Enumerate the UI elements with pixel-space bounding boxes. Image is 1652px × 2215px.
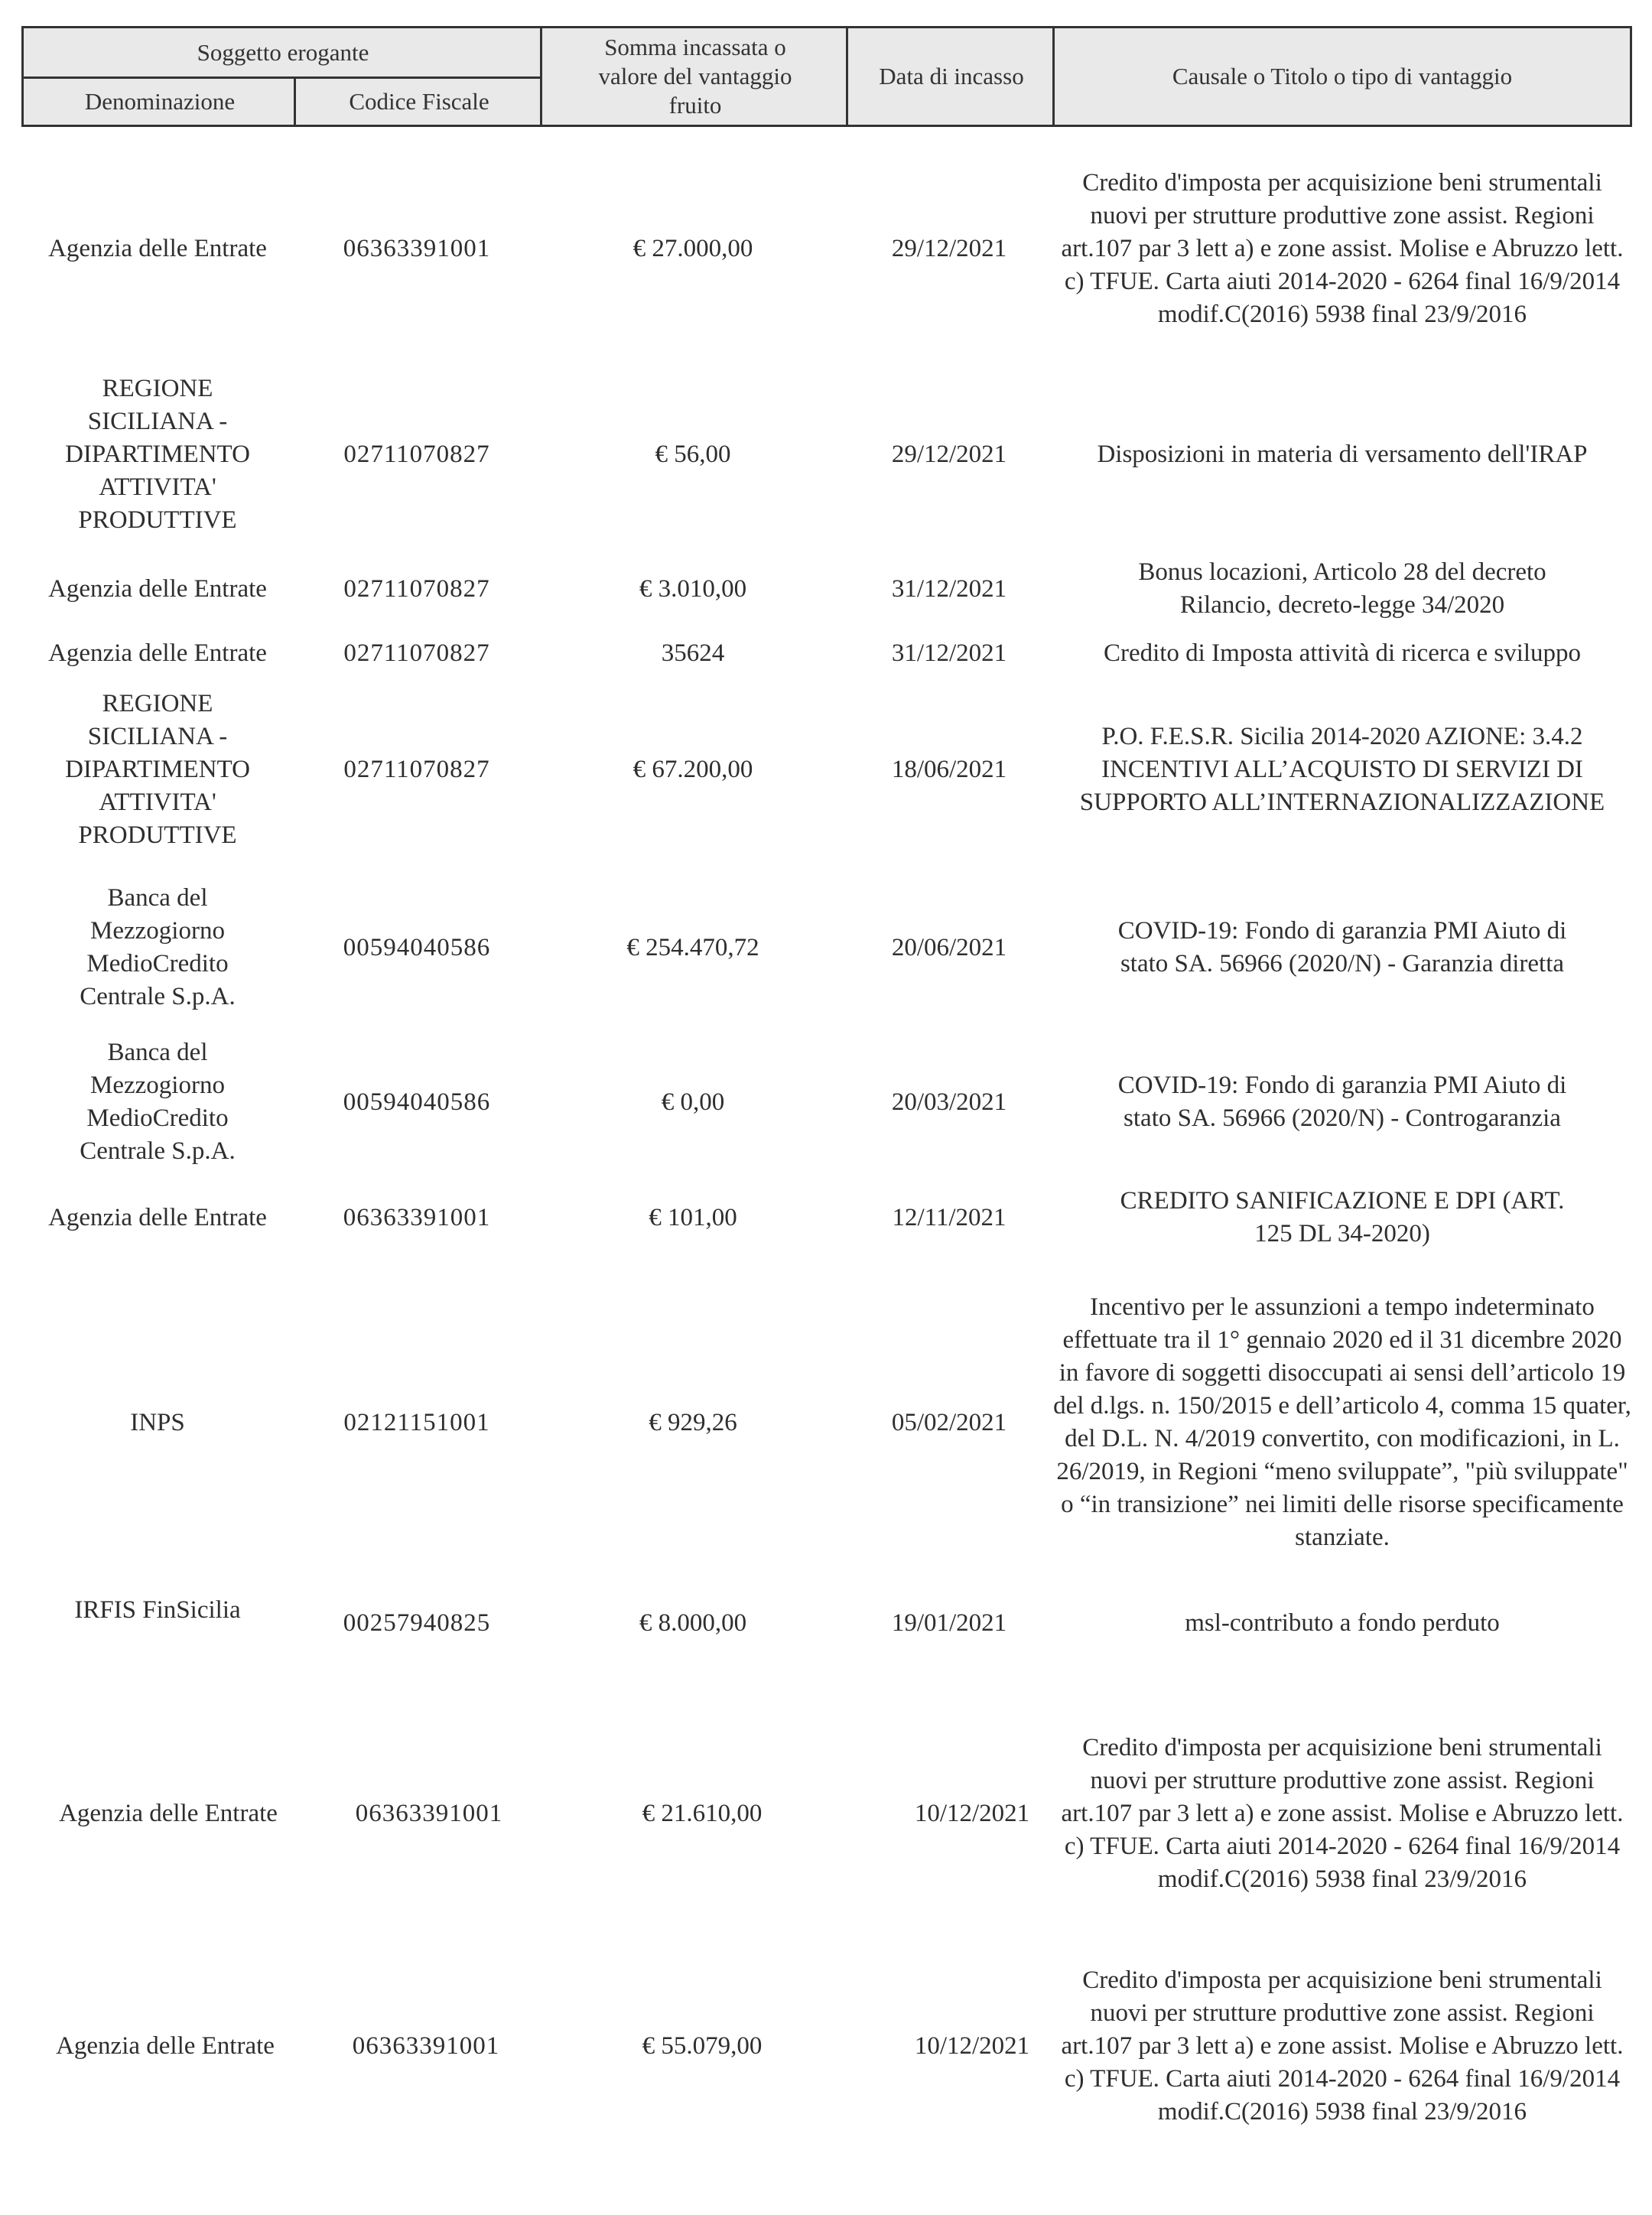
- cell-somma: € 254.470,72: [626, 933, 759, 961]
- table-row: [21, 1184, 1632, 1251]
- cell-codice-fiscale: 06363391001: [343, 1203, 491, 1231]
- table-row: [21, 555, 1632, 623]
- cell-codice-fiscale: 06363391001: [352, 2031, 500, 2060]
- table-row: [21, 1710, 1632, 1917]
- table-row: [21, 685, 1632, 854]
- cell-denominazione: Agenzia delle Entrate: [59, 1799, 278, 1827]
- cell-codice-fiscale: 06363391001: [355, 1799, 503, 1827]
- cell-causale: P.O. F.E.S.R. Sicilia 2014-2020 AZIONE: 3.4.2 INCENTIVI ALL’ACQUISTO DI SERVIZI DI SUPPORTO ALL’INTERNAZIONALIZZAZIONE: [1079, 722, 1605, 816]
- cell-somma: € 8.000,00: [639, 1609, 747, 1637]
- cell-codice-fiscale: 02711070827: [343, 639, 490, 667]
- header-codice-fiscale: Codice Fiscale: [349, 88, 489, 115]
- cell-somma: € 101,00: [649, 1203, 737, 1231]
- cell-somma: € 0,00: [661, 1088, 725, 1116]
- cell-codice-fiscale: 00594040586: [343, 933, 491, 961]
- cell-codice-fiscale: 02711070827: [343, 574, 490, 603]
- cell-somma: € 929,26: [649, 1408, 737, 1436]
- cell-causale: COVID-19: Fondo di garanzia PMI Aiuto di stato SA. 56966 (2020/N) - Controgaranzia: [1117, 1072, 1567, 1132]
- cell-somma: € 56,00: [655, 440, 731, 468]
- table-row: [21, 1591, 1632, 1640]
- header-causale: Causale o Titolo o tipo di vantaggio: [1172, 63, 1513, 89]
- header-denominazione: Denominazione: [84, 88, 236, 115]
- cell-denominazione: Banca del Mezzogiorno MedioCredito Centrale S.p.A.: [80, 884, 236, 1010]
- table-row: [21, 880, 1632, 1016]
- cell-data: 20/06/2021: [891, 933, 1007, 961]
- cell-causale: Credito d'imposta per acquisizione beni strumentali nuovi per strutture produttive zone assist. Regioni art.107 par 3 lett a) e zone assist. Molise e Abruzzo lett. c) TFUE. Carta aiuti 2014-2020 - 6264 final 16/9/2014 modif.C(2016) 5938 final 23/9/2016: [1061, 1966, 1624, 2126]
- cell-denominazione: IRFIS FinSicilia: [74, 1596, 241, 1624]
- cell-denominazione: REGIONE SICILIANA - DIPARTIMENTO ATTIVITA' PRODUTTIVE: [65, 689, 250, 849]
- cell-data: 05/02/2021: [891, 1408, 1007, 1436]
- cell-codice-fiscale: 00594040586: [343, 1088, 491, 1116]
- cell-denominazione: Banca del Mezzogiorno MedioCredito Centrale S.p.A.: [80, 1039, 236, 1165]
- cell-causale: COVID-19: Fondo di garanzia PMI Aiuto di stato SA. 56966 (2020/N) - Garanzia diretta: [1117, 917, 1567, 977]
- cell-causale: Credito d'imposta per acquisizione beni strumentali nuovi per strutture produttive zone assist. Regioni art.107 par 3 lett a) e zone assist. Molise e Abruzzo lett. c) TFUE. Carta aiuti 2014-2020 - 6264 final 16/9/2014 modif.C(2016) 5938 final 23/9/2016: [1061, 1733, 1624, 1893]
- cell-denominazione: Agenzia delle Entrate: [48, 574, 267, 603]
- cell-data: 31/12/2021: [891, 639, 1007, 667]
- cell-somma: € 3.010,00: [639, 574, 747, 603]
- cell-data: 20/03/2021: [891, 1088, 1007, 1116]
- table-row: [21, 1270, 1632, 1576]
- cell-data: 29/12/2021: [891, 440, 1007, 468]
- cell-codice-fiscale: 02711070827: [343, 440, 490, 468]
- cell-denominazione: Agenzia delle Entrate: [56, 2031, 275, 2060]
- cell-denominazione: REGIONE SICILIANA - DIPARTIMENTO ATTIVITA' PRODUTTIVE: [65, 374, 250, 534]
- cell-data: 10/12/2021: [914, 1799, 1030, 1827]
- table-header: [21, 26, 1632, 127]
- cell-causale: Bonus locazioni, Articolo 28 del decreto Rilancio, decreto-legge 34/2020: [1138, 558, 1546, 619]
- cell-data: 31/12/2021: [891, 574, 1007, 603]
- cell-causale: Credito di Imposta attività di ricerca e sviluppo: [1103, 639, 1582, 667]
- cell-causale: msl-contributo a fondo perduto: [1185, 1609, 1500, 1637]
- header-somma: Somma incassata o valore del vantaggio fruito: [598, 34, 792, 119]
- table-row: [21, 635, 1632, 672]
- header-data: Data di incasso: [879, 63, 1024, 89]
- cell-causale: Disposizioni in materia di versamento dell'IRAP: [1097, 440, 1588, 468]
- cell-somma: 35624: [661, 639, 725, 667]
- cell-denominazione: INPS: [130, 1408, 185, 1436]
- cell-denominazione: Agenzia delle Entrate: [48, 639, 267, 667]
- cell-data: 29/12/2021: [891, 234, 1007, 262]
- cell-causale: Incentivo per le assunzioni a tempo indeterminato effettuate tra il 1° gennaio 2020 ed il 31 dicembre 2020 in favore di soggetti disoccupati ai sensi dell’articolo 19 del d.lgs. n. 150/2015 e dell’articolo 4, comma 15 quater, del D.L. N. 4/2019 convertito, con modificazioni, in L. 26/2019, in Regioni “meno sviluppate”, "più sviluppate" o “in transizione” nei limiti delle risorse specificamente stanziate.: [1053, 1293, 1631, 1551]
- cell-causale: Credito d'imposta per acquisizione beni strumentali nuovi per strutture produttive zone assist. Regioni art.107 par 3 lett a) e zone assist. Molise e Abruzzo lett. c) TFUE. Carta aiuti 2014-2020 - 6264 final 16/9/2014 modif.C(2016) 5938 final 23/9/2016: [1061, 168, 1624, 328]
- cell-denominazione: Agenzia delle Entrate: [48, 1203, 267, 1231]
- cell-codice-fiscale: 06363391001: [343, 234, 491, 262]
- cell-codice-fiscale: 00257940825: [343, 1609, 491, 1637]
- table-row: [21, 370, 1632, 538]
- header-soggetto-erogante: Soggetto erogante: [197, 38, 369, 66]
- cell-data: 19/01/2021: [891, 1609, 1007, 1637]
- cell-somma: € 27.000,00: [633, 234, 753, 262]
- cell-denominazione: Agenzia delle Entrate: [48, 234, 267, 262]
- cell-data: 18/06/2021: [891, 755, 1007, 783]
- table-row: [21, 145, 1632, 352]
- table-row: [21, 1034, 1632, 1170]
- cell-data: 12/11/2021: [892, 1203, 1006, 1231]
- cell-somma: € 21.610,00: [642, 1799, 763, 1827]
- cell-codice-fiscale: 02711070827: [343, 755, 490, 783]
- cell-somma: € 67.200,00: [633, 755, 753, 783]
- cell-somma: € 55.079,00: [642, 2031, 763, 2060]
- cell-causale: CREDITO SANIFICAZIONE E DPI (ART. 125 DL 34-2020): [1120, 1187, 1565, 1247]
- table-row: [21, 1943, 1632, 2149]
- cell-codice-fiscale: 02121151001: [343, 1408, 490, 1436]
- cell-data: 10/12/2021: [914, 2031, 1030, 2060]
